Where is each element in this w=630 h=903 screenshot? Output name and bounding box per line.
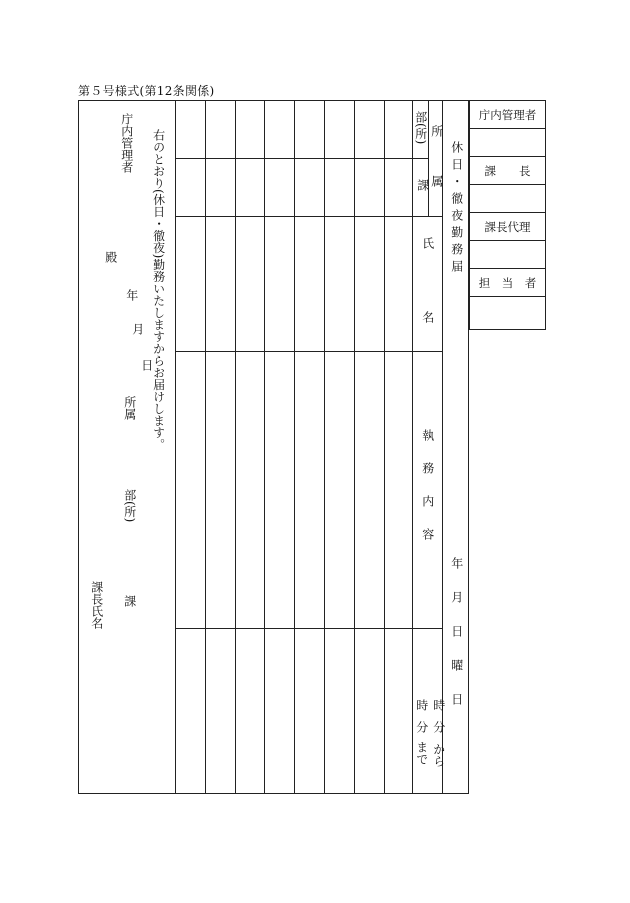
approval-stamp-0 [470,129,545,157]
date-day: 日 [139,359,154,371]
bu-label: 部(所) [413,111,428,145]
shozoku-label: 所 [429,125,444,137]
applicant-ka: 課 [122,595,137,607]
time-kara: から [431,743,446,767]
approval-label-1: 課 長 [470,157,545,185]
date-label: 年月日曜日 [449,557,464,727]
approval-stamp-3 [470,297,545,325]
ka-label: 課 [415,179,430,191]
approval-label-3: 担 当 者 [470,269,545,297]
applicant-shozoku: 所属 [122,396,137,420]
statement-text: 右のとおり(休日・徹夜)勤務いたしますからお届けします。 [151,129,166,451]
dono-text: 殿 [103,251,118,263]
approval-stamp-1 [470,185,545,213]
duty-report-form [78,100,469,794]
approval-stamps [469,100,546,330]
time-hour-2: 時 [431,699,446,711]
form-title: 休日・徹夜勤務届 [449,141,464,277]
approval-stamp-2 [470,241,545,269]
date-year: 年 [124,289,139,301]
applicant-bu: 部(所) [122,489,137,523]
kacho-name: 課長氏名 [89,581,104,629]
addressee: 庁内管理者 [119,113,134,173]
approval-label-0: 庁内管理者 [470,101,545,129]
shitsumu-label: 執務内容 [420,429,435,561]
date-month: 月 [130,323,145,335]
approval-label-2: 課長代理 [470,213,545,241]
time-minute-2: 分 [431,721,446,733]
shozoku-label-2: 属 [429,175,444,187]
shimei-label: 氏名 [420,237,435,385]
time-minute-1: 分 [414,721,429,733]
time-made: まで [414,741,429,765]
time-hour-1: 時 [414,699,429,711]
form-number: 第５号様式(第12条関係) [78,84,215,98]
